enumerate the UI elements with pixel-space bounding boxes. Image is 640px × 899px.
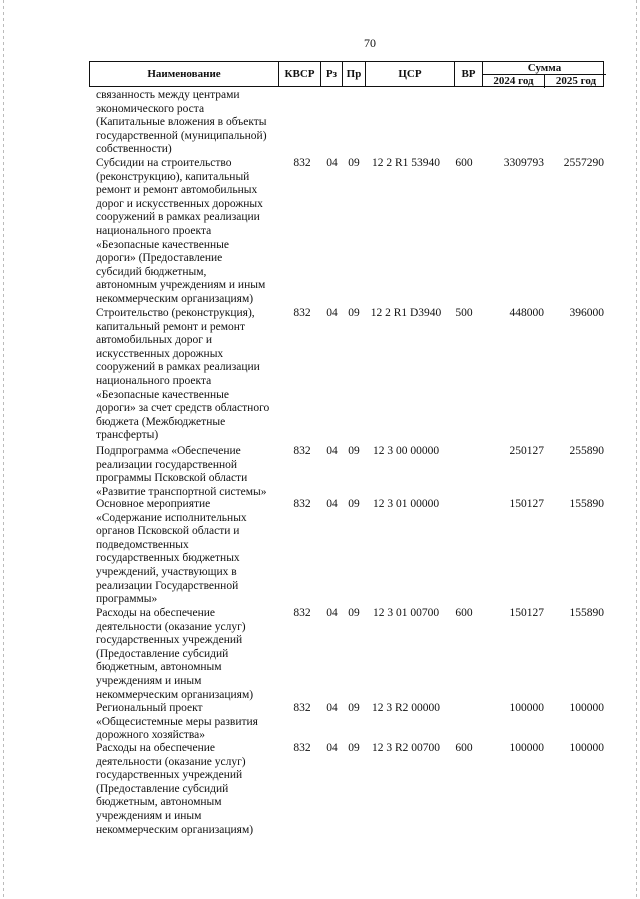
cell-pr: 09 <box>348 607 360 619</box>
header-year-2025: 2025 год <box>544 74 607 88</box>
cell-rz: 04 <box>326 157 338 169</box>
cell-pr: 09 <box>348 157 360 169</box>
cell-pr: 09 <box>348 702 360 714</box>
row-name: Субсидии на строительство (реконструкцию), капитальный ремонт и ремонт автомобильных дорог и искусственных дорожных сооружений в рамках реализации национального проекта «Безопасные качественные дороги» (Предоставление субсидий бюджетным, автономным учреждениям и иным некоммерческим организациям) <box>96 157 266 305</box>
cell-y2024: 150127 <box>509 607 544 619</box>
cell-csr: 12 3 00 00000 <box>372 445 440 457</box>
cell-csr: 12 3 R2 00000 <box>371 702 441 714</box>
cell-pr: 09 <box>348 307 360 319</box>
cell-kvsr: 832 <box>293 157 311 169</box>
cell-vr: 600 <box>455 607 473 619</box>
cell-vr: 500 <box>455 307 473 319</box>
cell-y2025: 100000 <box>569 742 604 754</box>
scan-edge-right <box>636 0 637 899</box>
page-number: 70 <box>364 36 376 50</box>
cell-rz: 04 <box>326 702 338 714</box>
cell-y2024: 100000 <box>509 742 544 754</box>
header-sum-group <box>482 62 605 86</box>
row-name: Расходы на обеспечение деятельности (оказание услуг) государственных учреждений (Предоставление субсидий бюджетным, автономным учреждениям и иным некоммерческим организациям) <box>96 607 254 701</box>
cell-y2025: 100000 <box>569 702 604 714</box>
cell-kvsr: 832 <box>293 607 311 619</box>
scan-edge-left <box>3 0 4 899</box>
cell-vr: 600 <box>455 157 473 169</box>
cell-kvsr: 832 <box>293 742 311 754</box>
cell-y2024: 250127 <box>509 445 544 457</box>
cell-csr: 12 3 R2 00700 <box>371 742 441 754</box>
row-name: Расходы на обеспечение деятельности (оказание услуг) государственных учреждений (Предоставление субсидий бюджетным, автономным учреждениям и иным некоммерческим организациям) <box>96 742 254 836</box>
cell-pr: 09 <box>348 742 360 754</box>
cell-rz: 04 <box>326 607 338 619</box>
cell-csr: 12 2 R1 53940 <box>371 157 441 169</box>
row-name: Основное мероприятие «Содержание исполнительных органов Псковской области и подведомственных государственных бюджетных учреждений, участвующих в реализации Государственной программы» <box>96 498 247 606</box>
cell-csr: 12 3 01 00700 <box>372 607 440 619</box>
cell-pr: 09 <box>348 498 360 510</box>
cell-rz: 04 <box>326 498 338 510</box>
header-rz: Рз <box>320 62 342 86</box>
cell-y2024: 150127 <box>509 498 544 510</box>
header-kvsr: КВСР <box>278 62 320 86</box>
cell-kvsr: 832 <box>293 498 311 510</box>
header-sum: Сумма <box>483 62 606 75</box>
row-name: связанность между центрами экономического роста (Капитальные вложения в объекты государственной (муниципальной) собственности) <box>96 89 267 156</box>
cell-y2024: 100000 <box>509 702 544 714</box>
cell-y2025: 2557290 <box>563 157 604 169</box>
header-pr: Пр <box>342 62 365 86</box>
cell-vr: 600 <box>455 742 473 754</box>
cell-y2025: 255890 <box>569 445 604 457</box>
cell-rz: 04 <box>326 445 338 457</box>
cell-rz: 04 <box>326 307 338 319</box>
header-year-2024: 2024 год <box>493 75 534 87</box>
cell-y2024: 3309793 <box>503 157 544 169</box>
cell-kvsr: 832 <box>293 307 311 319</box>
cell-y2025: 396000 <box>569 307 604 319</box>
cell-y2025: 155890 <box>569 498 604 510</box>
cell-kvsr: 832 <box>293 445 311 457</box>
cell-csr: 12 2 R1 D3940 <box>370 307 442 319</box>
row-name: Строительство (реконструкция), капитальный ремонт и ремонт автомобильных дорог и искусственных дорожных сооружений в рамках реализации национального проекта «Безопасные качественные дороги» за счет средств областного бюджета (Межбюджетные трансферты) <box>96 307 270 442</box>
header-vr: ВР <box>454 62 482 86</box>
cell-pr: 09 <box>348 445 360 457</box>
header-csr: ЦСР <box>365 62 454 86</box>
cell-rz: 04 <box>326 742 338 754</box>
header-name: Наименование <box>147 68 221 80</box>
row-name: Региональный проект «Общесистемные меры развития дорожного хозяйства» <box>96 702 258 742</box>
cell-y2025: 155890 <box>569 607 604 619</box>
cell-csr: 12 3 01 00000 <box>372 498 440 510</box>
row-name: Подпрограмма «Обеспечение реализации государственной программы Псковской области «Развитие транспортной системы» <box>96 445 267 498</box>
table-header <box>89 61 604 87</box>
cell-y2024: 448000 <box>509 307 544 319</box>
cell-kvsr: 832 <box>293 702 311 714</box>
